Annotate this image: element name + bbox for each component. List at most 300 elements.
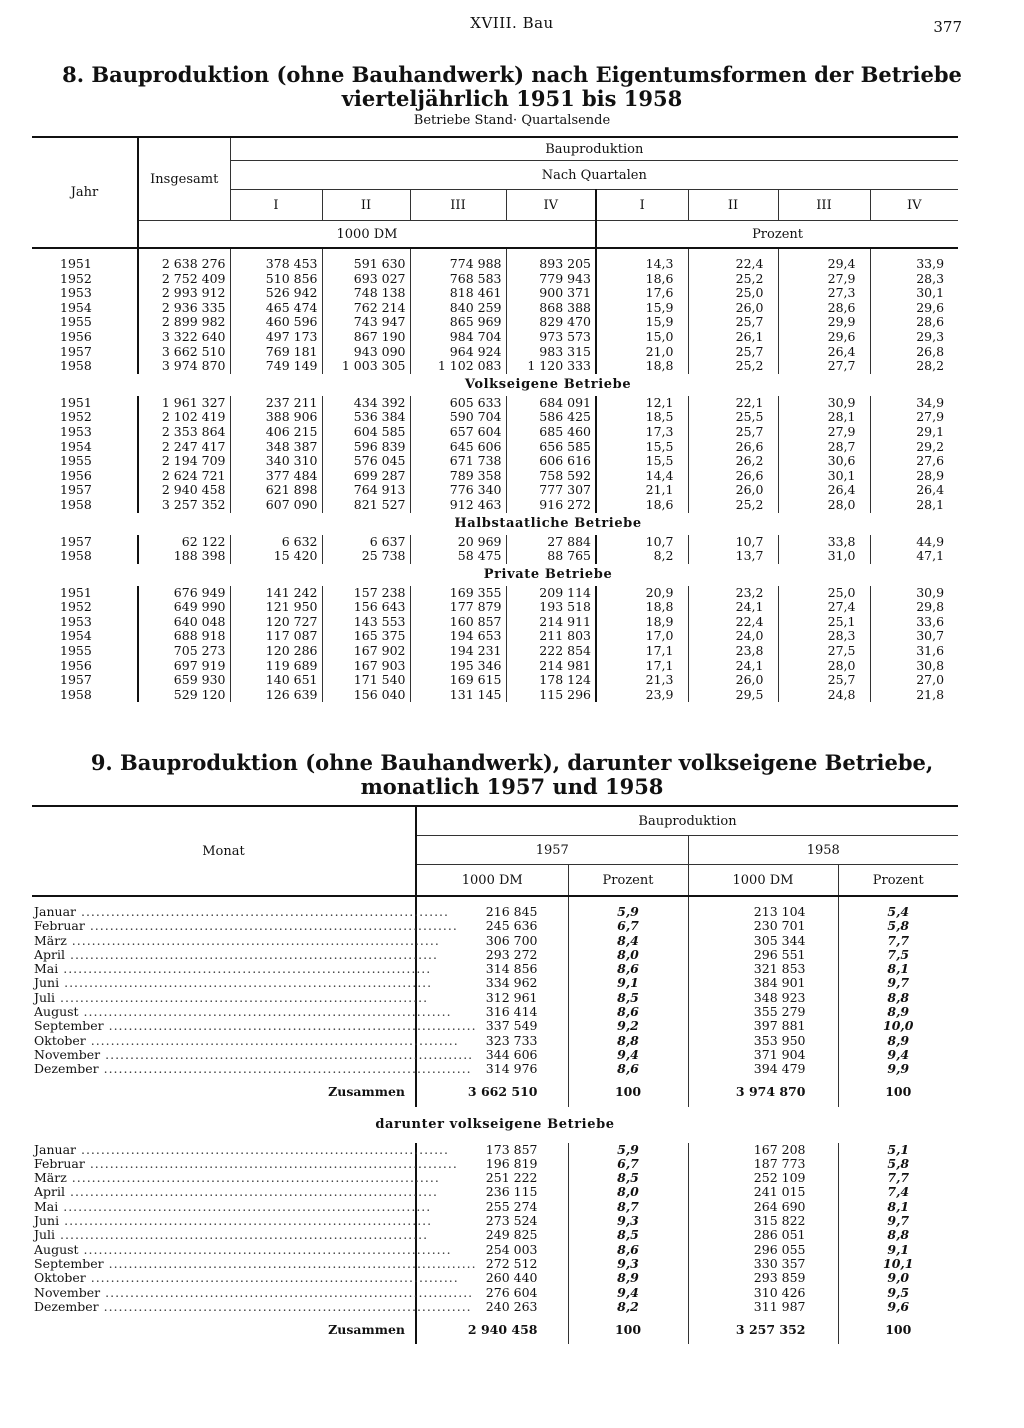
- cell-1957-dm: 306 700: [416, 934, 568, 948]
- cell-q3-pct: 30,1: [778, 469, 870, 484]
- cell-q2-dm: 157 238: [322, 586, 410, 601]
- leader-dots: ..........................................................................: [59, 975, 433, 991]
- cell-q4-dm: 777 307: [506, 483, 596, 498]
- cell-q4-pct: 26,4: [870, 483, 958, 498]
- cell-q1-dm: 749 149: [230, 359, 322, 374]
- cell-q1-pct: 14,3: [596, 257, 688, 272]
- cell-insgesamt: 1 961 327: [138, 396, 230, 411]
- cell-q3-dm: 789 358: [410, 469, 506, 484]
- cell-year: 1958: [60, 686, 92, 702]
- cell-1957-dm: 273 524: [416, 1214, 568, 1228]
- cell-insgesamt: 2 194 709: [138, 454, 230, 469]
- cell-1958-pct: 9,0: [838, 1271, 958, 1285]
- table9-title-line1: 9. Bauproduktion (ohne Bauhandwerk), darunter volkseigene Betriebe,: [90, 750, 934, 775]
- cell-insgesamt: 705 273: [138, 644, 230, 659]
- cell-1958-dm: 310 426: [688, 1286, 838, 1300]
- cell-q3-pct: 29,4: [778, 257, 870, 272]
- cell-year: 1958: [60, 548, 92, 564]
- table-row: [32, 498, 958, 513]
- cell-q1-pct: 14,4: [596, 469, 688, 484]
- table-row: [32, 286, 958, 301]
- cell-1957-pct: 8,6: [568, 962, 688, 976]
- cell-q1-dm: 406 215: [230, 425, 322, 440]
- table-row: [32, 272, 958, 287]
- cell-q4-pct: 30,7: [870, 629, 958, 644]
- table8-subtitle: Betriebe Stand· Quartalsende: [413, 113, 611, 128]
- cell-1958-dm: 264 690: [688, 1200, 838, 1214]
- cell-q4-dm: 916 272: [506, 498, 596, 513]
- cell-q4-pct: 28,9: [870, 469, 958, 484]
- cell-q1-pct: 17,1: [596, 659, 688, 674]
- cell-year: 1958: [60, 496, 92, 512]
- cell-1957-dm: 293 272: [416, 948, 568, 962]
- cell-q2-dm: 867 190: [322, 330, 410, 345]
- cell-q4-dm: 868 388: [506, 301, 596, 316]
- cell-month: Juni: [34, 1213, 60, 1229]
- cell-1958-dm: 213 104: [688, 905, 838, 919]
- cell-insgesamt: 2 993 912: [138, 286, 230, 301]
- cell-q3-pct: 33,8: [778, 535, 870, 550]
- cell-q1-dm: 378 453: [230, 257, 322, 272]
- cell-1957-pct: 8,6: [568, 1062, 688, 1076]
- cell-1957-dm: 240 263: [416, 1300, 568, 1314]
- table-row: [32, 396, 958, 411]
- cell-year: 1955: [60, 643, 92, 659]
- cell-q1-dm: 237 211: [230, 396, 322, 411]
- cell-q1-pct: 18,5: [596, 410, 688, 425]
- cell-1957-dm: 314 976: [416, 1062, 568, 1076]
- cell-1958-dm: 311 987: [688, 1300, 838, 1314]
- cell-q3-dm: 195 346: [410, 659, 506, 674]
- table-row: [32, 991, 958, 1005]
- cell-1958-pct: 5,8: [838, 919, 958, 933]
- cell-month: September: [34, 1255, 104, 1271]
- leader-dots: ..........................................................................: [98, 1298, 472, 1314]
- cell-insgesamt: 3 974 870: [138, 359, 230, 374]
- cell-month: November: [34, 1046, 101, 1062]
- cell-insgesamt: 2 940 458: [138, 483, 230, 498]
- cell-q3-dm: 912 463: [410, 498, 506, 513]
- leader-dots: ..........................................................................: [103, 1018, 477, 1034]
- cell-1957-dm: 316 414: [416, 1005, 568, 1019]
- leader-dots: ..........................................................................: [58, 1198, 432, 1214]
- cell-insgesamt: 2 752 409: [138, 272, 230, 287]
- col-1957-dm: 1000 DM: [416, 865, 568, 897]
- cell-year: 1957: [60, 533, 92, 549]
- cell-1958-dm: 296 055: [688, 1243, 838, 1257]
- col-1957-pct: Prozent: [568, 865, 688, 897]
- cell-1957-dm: 272 512: [416, 1257, 568, 1271]
- cell-insgesamt: 2 936 335: [138, 301, 230, 316]
- table8-body: [32, 248, 958, 703]
- cell-month: Mai: [34, 961, 59, 977]
- cell-1957-pct: 8,6: [568, 1005, 688, 1019]
- cell-q4-pct: 28,6: [870, 315, 958, 330]
- cell-q1-pct: 18,6: [596, 272, 688, 287]
- cell-insgesamt: 3 322 640: [138, 330, 230, 345]
- cell-1957-pct: 5,9: [568, 1143, 688, 1157]
- cell-q2-pct: 26,6: [688, 469, 778, 484]
- cell-year: 1951: [60, 584, 92, 600]
- cell-1957-pct: 8,8: [568, 1034, 688, 1048]
- cell-q3-pct: 27,7: [778, 359, 870, 374]
- cell-q4-pct: 44,9: [870, 535, 958, 550]
- cell-1958-dm: 315 822: [688, 1214, 838, 1228]
- col-1958-pct: Prozent: [838, 865, 958, 897]
- cell-1958-pct: 9,7: [838, 1214, 958, 1228]
- cell-q3-pct: 27,3: [778, 286, 870, 301]
- cell-q2-dm: 434 392: [322, 396, 410, 411]
- cell-q4-dm: 684 091: [506, 396, 596, 411]
- table-row: [32, 948, 958, 962]
- cell-q3-pct: 28,1: [778, 410, 870, 425]
- cell-q2-pct: 24,1: [688, 659, 778, 674]
- col-q1-pct: I: [596, 190, 688, 221]
- cell-year: 1956: [60, 657, 92, 673]
- cell-q2-dm: 171 540: [322, 673, 410, 688]
- cell-1958-dm: 348 923: [688, 991, 838, 1005]
- cell-q4-dm: 656 585: [506, 440, 596, 455]
- cell-q4-dm: 606 616: [506, 454, 596, 469]
- cell-q4-pct: 29,2: [870, 440, 958, 455]
- cell-q2-pct: 25,7: [688, 315, 778, 330]
- cell-1958-dm: 330 357: [688, 1257, 838, 1271]
- cell-q4-dm: 685 460: [506, 425, 596, 440]
- col-q3-dm: III: [410, 190, 506, 221]
- cell-insgesamt: 2 247 417: [138, 440, 230, 455]
- cell-q2-pct: 23,2: [688, 586, 778, 601]
- cell-q1-dm: 348 387: [230, 440, 322, 455]
- cell-q4-dm: 586 425: [506, 410, 596, 425]
- leader-dots: ..........................................................................: [84, 918, 458, 934]
- cell-q2-dm: 143 553: [322, 615, 410, 630]
- cell-q4-dm: 193 518: [506, 600, 596, 615]
- table-row: [32, 330, 958, 345]
- cell-month: Juni: [34, 975, 60, 991]
- cell-1958-dm: 296 551: [688, 948, 838, 962]
- table-row: [32, 629, 958, 644]
- cell-1957-dm: 255 274: [416, 1200, 568, 1214]
- cell-q3-pct: 28,3: [778, 629, 870, 644]
- total-1957-dm: 3 662 510: [416, 1077, 568, 1107]
- total-1958-pct: 100: [838, 1314, 958, 1344]
- cell-month: Oktober: [34, 1270, 86, 1286]
- cell-1957-dm: 236 115: [416, 1185, 568, 1199]
- cell-1958-dm: 241 015: [688, 1185, 838, 1199]
- cell-year: 1957: [60, 482, 92, 498]
- leader-dots: ..........................................................................: [66, 932, 440, 948]
- cell-q4-pct: 30,8: [870, 659, 958, 674]
- cell-q2-pct: 25,2: [688, 359, 778, 374]
- cell-year: 1957: [60, 672, 92, 688]
- cell-insgesamt: 3 662 510: [138, 345, 230, 360]
- cell-q2-dm: 821 527: [322, 498, 410, 513]
- cell-q2-dm: 591 630: [322, 257, 410, 272]
- cell-q4-dm: 758 592: [506, 469, 596, 484]
- cell-q2-dm: 6 637: [322, 535, 410, 550]
- leader-dots: ..........................................................................: [55, 1227, 429, 1243]
- table-row: [32, 301, 958, 316]
- cell-1957-pct: 8,2: [568, 1300, 688, 1314]
- cell-q2-dm: 604 585: [322, 425, 410, 440]
- cell-q1-dm: 120 286: [230, 644, 322, 659]
- cell-q1-pct: 15,9: [596, 315, 688, 330]
- cell-q1-pct: 15,9: [596, 301, 688, 316]
- sub-label: darunter volkseigene Betriebe: [375, 1116, 615, 1132]
- cell-q4-pct: 28,1: [870, 498, 958, 513]
- leader-dots: ..........................................................................: [59, 1213, 433, 1229]
- cell-1958-dm: 252 109: [688, 1171, 838, 1185]
- cell-q3-pct: 28,0: [778, 659, 870, 674]
- cell-year: 1955: [60, 453, 92, 469]
- table-row: [32, 615, 958, 630]
- cell-1957-pct: 9,2: [568, 1019, 688, 1033]
- cell-q3-dm: 865 969: [410, 315, 506, 330]
- col-q4-dm: IV: [506, 190, 596, 221]
- cell-1958-pct: 9,9: [838, 1062, 958, 1076]
- cell-q2-pct: 22,4: [688, 257, 778, 272]
- cell-q3-dm: 194 231: [410, 644, 506, 659]
- table-row: [32, 425, 958, 440]
- cell-1957-dm: 344 606: [416, 1048, 568, 1062]
- cell-q4-pct: 30,1: [870, 286, 958, 301]
- cell-q3-pct: 29,9: [778, 315, 870, 330]
- cell-1958-pct: 8,8: [838, 991, 958, 1005]
- cell-q3-pct: 30,6: [778, 454, 870, 469]
- cell-q2-pct: 10,7: [688, 535, 778, 550]
- cell-q2-pct: 29,5: [688, 688, 778, 703]
- col-q3-pct: III: [778, 190, 870, 221]
- cell-month: Januar: [34, 904, 76, 919]
- cell-1957-dm: 260 440: [416, 1271, 568, 1285]
- cell-q3-dm: 768 583: [410, 272, 506, 287]
- cell-q2-pct: 26,0: [688, 301, 778, 316]
- cell-q3-dm: 177 879: [410, 600, 506, 615]
- cell-q4-pct: 27,9: [870, 410, 958, 425]
- table-row: [32, 962, 958, 976]
- cell-q1-pct: 21,1: [596, 483, 688, 498]
- total-1957-dm: 2 940 458: [416, 1314, 568, 1344]
- cell-month: Oktober: [34, 1032, 86, 1048]
- cell-1958-pct: 7,5: [838, 948, 958, 962]
- cell-1957-pct: 8,6: [568, 1243, 688, 1257]
- cell-q2-pct: 13,7: [688, 549, 778, 564]
- cell-q2-pct: 24,0: [688, 629, 778, 644]
- cell-q4-dm: 893 205: [506, 257, 596, 272]
- cell-year: 1952: [60, 270, 92, 286]
- cell-1957-dm: 323 733: [416, 1034, 568, 1048]
- cell-q2-dm: 748 138: [322, 286, 410, 301]
- cell-q4-pct: 27,6: [870, 454, 958, 469]
- cell-month: April: [34, 946, 65, 962]
- cell-1957-pct: 8,9: [568, 1271, 688, 1285]
- table8-title-line1: 8. Bauproduktion (ohne Bauhandwerk) nach Eigentumsformen der Betriebe: [62, 62, 962, 87]
- cell-q1-pct: 15,5: [596, 454, 688, 469]
- cell-q3-pct: 27,9: [778, 272, 870, 287]
- cell-1958-dm: 187 773: [688, 1157, 838, 1171]
- cell-1957-dm: 216 845: [416, 905, 568, 919]
- cell-insgesamt: 3 257 352: [138, 498, 230, 513]
- table-row: [32, 359, 958, 374]
- cell-q2-dm: 156 643: [322, 600, 410, 615]
- cell-1958-pct: 5,1: [838, 1143, 958, 1157]
- cell-q3-pct: 25,7: [778, 673, 870, 688]
- table-row: [32, 1019, 958, 1033]
- cell-q2-pct: 25,2: [688, 272, 778, 287]
- table-row: [32, 469, 958, 484]
- cell-month: Januar: [34, 1141, 76, 1157]
- cell-q3-dm: 20 969: [410, 535, 506, 550]
- leader-dots: ..........................................................................: [65, 946, 439, 962]
- cell-q2-dm: 576 045: [322, 454, 410, 469]
- cell-month: Dezember: [34, 1061, 99, 1077]
- cell-1957-pct: 8,0: [568, 948, 688, 962]
- col-bauproduktion-9: Bauproduktion: [416, 806, 958, 836]
- unit-prozent: Prozent: [596, 221, 958, 249]
- cell-q2-dm: 25 738: [322, 549, 410, 564]
- table-row: [32, 410, 958, 425]
- cell-q4-pct: 34,9: [870, 396, 958, 411]
- cell-q3-dm: 671 738: [410, 454, 506, 469]
- cell-month: Februar: [34, 918, 85, 934]
- cell-q1-pct: 18,8: [596, 600, 688, 615]
- cell-q4-pct: 21,8: [870, 688, 958, 703]
- cell-year: 1957: [60, 343, 92, 359]
- table-row: [32, 1271, 958, 1285]
- col-bauproduktion: Bauproduktion: [230, 137, 958, 161]
- cell-month: November: [34, 1284, 101, 1300]
- cell-insgesamt: 529 120: [138, 688, 230, 703]
- cell-q2-pct: 25,7: [688, 345, 778, 360]
- cell-q1-dm: 510 856: [230, 272, 322, 287]
- cell-month: August: [34, 1241, 79, 1257]
- cell-q4-pct: 30,9: [870, 586, 958, 601]
- table-row: [32, 454, 958, 469]
- cell-1958-pct: 7,7: [838, 1171, 958, 1185]
- cell-q3-dm: 58 475: [410, 549, 506, 564]
- cell-q1-pct: 17,1: [596, 644, 688, 659]
- cell-1958-pct: 9,6: [838, 1300, 958, 1314]
- cell-q4-pct: 27,0: [870, 673, 958, 688]
- total-row: [32, 1314, 958, 1344]
- table-row: [32, 586, 958, 601]
- total-1958-dm: 3 974 870: [688, 1077, 838, 1107]
- cell-1958-dm: 167 208: [688, 1143, 838, 1157]
- cell-q3-pct: 24,8: [778, 688, 870, 703]
- cell-q3-dm: 169 615: [410, 673, 506, 688]
- cell-1958-pct: 10,0: [838, 1019, 958, 1033]
- cell-year: 1954: [60, 438, 92, 454]
- table-row: [32, 1228, 958, 1242]
- col-jahr: Jahr: [32, 137, 138, 248]
- table-row: [32, 440, 958, 455]
- total-label: Zusammen: [328, 1321, 405, 1337]
- cell-insgesamt: 2 102 419: [138, 410, 230, 425]
- cell-year: 1958: [60, 358, 92, 374]
- cell-q3-pct: 29,6: [778, 330, 870, 345]
- cell-q1-dm: 141 242: [230, 586, 322, 601]
- cell-q2-pct: 25,2: [688, 498, 778, 513]
- cell-insgesamt: 62 122: [138, 535, 230, 550]
- cell-q2-pct: 25,7: [688, 425, 778, 440]
- col-q2-pct: II: [688, 190, 778, 221]
- table-row: [32, 1034, 958, 1048]
- total-label: Zusammen: [328, 1084, 405, 1100]
- cell-q1-pct: 18,8: [596, 359, 688, 374]
- table-row: [32, 257, 958, 272]
- table8-title-line2: vierteljährlich 1951 bis 1958: [341, 86, 683, 111]
- cell-q3-dm: 131 145: [410, 688, 506, 703]
- cell-q1-dm: 377 484: [230, 469, 322, 484]
- cell-q4-dm: 1 120 333: [506, 359, 596, 374]
- cell-1958-dm: 353 950: [688, 1034, 838, 1048]
- cell-q2-pct: 22,4: [688, 615, 778, 630]
- cell-q3-pct: 28,7: [778, 440, 870, 455]
- cell-q3-pct: 28,0: [778, 498, 870, 513]
- running-title: XVIII. Bau: [470, 14, 554, 32]
- cell-q1-dm: 607 090: [230, 498, 322, 513]
- cell-q3-pct: 30,9: [778, 396, 870, 411]
- leader-dots: ..........................................................................: [103, 1255, 477, 1271]
- cell-1958-pct: 8,1: [838, 1200, 958, 1214]
- col-nach-quartalen: Nach Quartalen: [230, 161, 958, 190]
- cell-month: April: [34, 1184, 65, 1200]
- table-row: [32, 1171, 958, 1185]
- col-q2-dm: II: [322, 190, 410, 221]
- cell-q1-pct: 21,3: [596, 673, 688, 688]
- cell-q1-pct: 10,7: [596, 535, 688, 550]
- total-1957-pct: 100: [568, 1314, 688, 1344]
- col-1958-dm: 1000 DM: [688, 865, 838, 897]
- cell-insgesamt: 688 918: [138, 629, 230, 644]
- cell-q4-dm: 900 371: [506, 286, 596, 301]
- cell-q3-dm: 194 653: [410, 629, 506, 644]
- cell-q3-dm: 818 461: [410, 286, 506, 301]
- table-row: [32, 919, 958, 933]
- cell-1957-dm: 312 961: [416, 991, 568, 1005]
- leader-dots: ..........................................................................: [85, 1032, 459, 1048]
- cell-q1-dm: 460 596: [230, 315, 322, 330]
- cell-q1-dm: 497 173: [230, 330, 322, 345]
- table-row: [32, 600, 958, 615]
- cell-q1-pct: 18,6: [596, 498, 688, 513]
- table-row: [32, 1243, 958, 1257]
- table-row: [32, 659, 958, 674]
- cell-1958-dm: 230 701: [688, 919, 838, 933]
- cell-q4-pct: 29,1: [870, 425, 958, 440]
- cell-1957-pct: 8,5: [568, 1228, 688, 1242]
- cell-1957-dm: 196 819: [416, 1157, 568, 1171]
- table9-body: [32, 896, 958, 1344]
- cell-q2-dm: 743 947: [322, 315, 410, 330]
- cell-q1-pct: 20,9: [596, 586, 688, 601]
- cell-1958-pct: 7,4: [838, 1185, 958, 1199]
- cell-1957-dm: 249 825: [416, 1228, 568, 1242]
- total-row: [32, 1077, 958, 1107]
- leader-dots: ..........................................................................: [76, 1141, 450, 1157]
- leader-dots: ..........................................................................: [84, 1155, 458, 1171]
- cell-q4-dm: 178 124: [506, 673, 596, 688]
- cell-q4-dm: 779 943: [506, 272, 596, 287]
- table9-title-line2: monatlich 1957 und 1958: [360, 774, 664, 799]
- table-row: [32, 1300, 958, 1314]
- table-row: [32, 1062, 958, 1076]
- cell-1957-pct: 8,7: [568, 1200, 688, 1214]
- leader-dots: ..........................................................................: [85, 1270, 459, 1286]
- cell-month: Mai: [34, 1198, 59, 1214]
- cell-q2-pct: 26,0: [688, 483, 778, 498]
- cell-1957-pct: 8,4: [568, 934, 688, 948]
